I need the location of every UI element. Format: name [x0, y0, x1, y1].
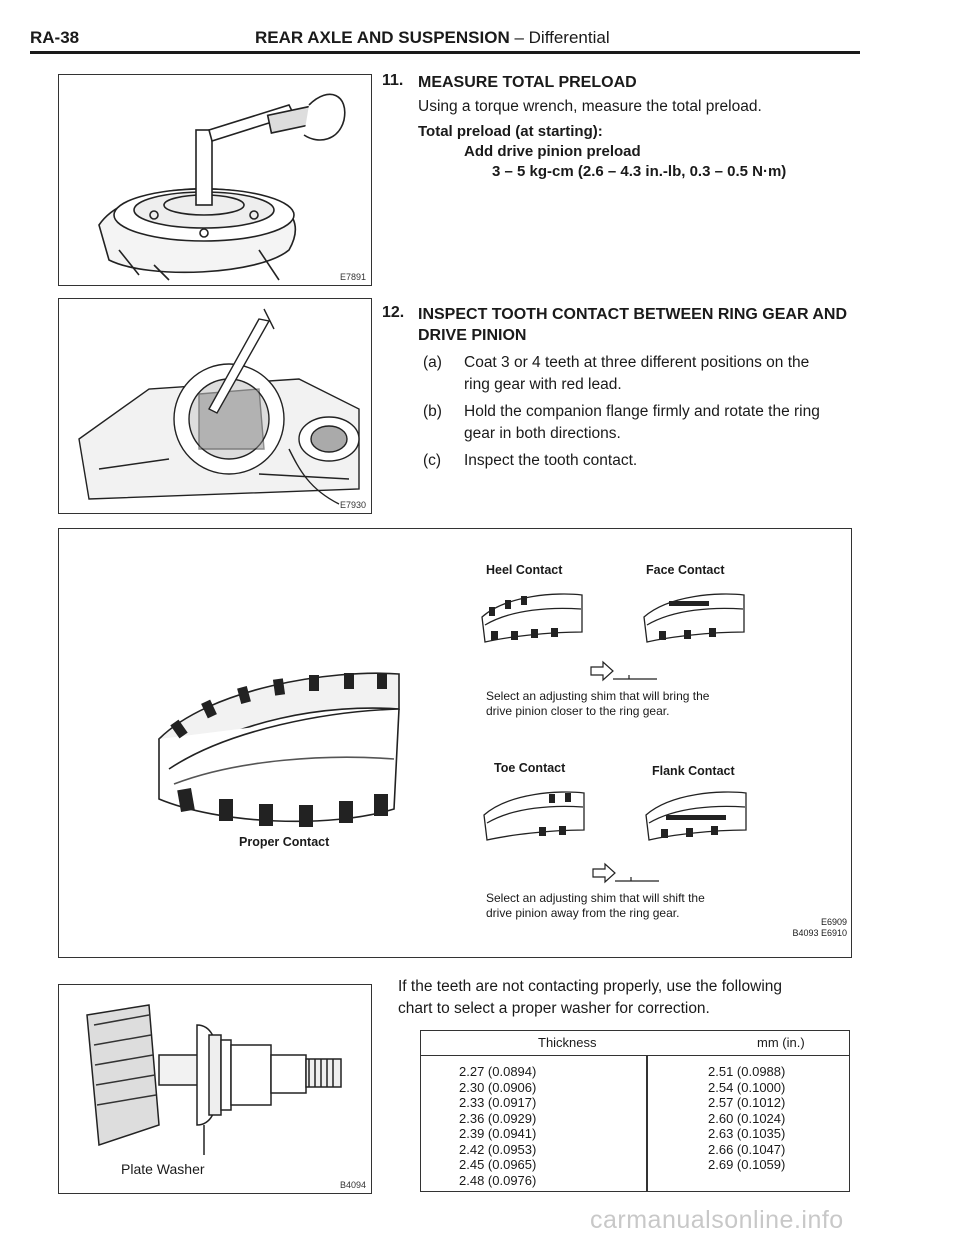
- table-cell: 2.51 (0.0988): [708, 1064, 786, 1079]
- step-number: 12.: [382, 304, 405, 321]
- toe-contact-label: Toe Contact: [494, 761, 566, 775]
- table-cell: 2.33 (0.0917): [459, 1095, 537, 1110]
- title-dash: –: [514, 28, 524, 47]
- table-cell: 2.48 (0.0976): [459, 1172, 537, 1188]
- torque-wrench-illustration: [59, 75, 371, 285]
- section-title: REAR AXLE AND SUSPENSION: [255, 28, 510, 47]
- caption-closer-line2: drive pinion closer to the ring gear.: [486, 704, 670, 718]
- plate-washer-figure: [58, 984, 372, 1194]
- figure-codes: [792, 917, 847, 939]
- plate-washer-label: Plate Washer: [121, 1161, 205, 1177]
- table-cell: 2.39 (0.0941): [459, 1126, 537, 1141]
- item-marker: (a): [423, 354, 442, 371]
- toe-contact-illustration: [479, 785, 589, 845]
- step-title-line2: DRIVE PINION: [418, 327, 527, 344]
- torque-wrench-figure: [58, 74, 372, 286]
- spec-line: Add drive pinion preload: [464, 143, 641, 160]
- drive-pinion-illustration: [59, 985, 371, 1193]
- table-unit: mm (in.): [757, 1035, 805, 1050]
- item-marker: (b): [423, 403, 442, 420]
- figure-code: E7891: [339, 272, 366, 282]
- table-cell: 2.66 (0.1047): [708, 1141, 786, 1157]
- figure-code: E6909: [820, 917, 847, 927]
- washer-intro-line2: chart to select a proper washer for correction.: [398, 1000, 710, 1017]
- item-text-line1: Hold the companion flange firmly and rotate the ring: [464, 403, 820, 420]
- table-cell: 2.30 (0.0906): [459, 1079, 537, 1095]
- figure-code: E7930: [339, 500, 366, 510]
- washer-intro-line1: If the teeth are not contacting properly, use the following: [398, 978, 783, 995]
- page-title: [255, 28, 610, 48]
- figure-code: B4093 E6910: [792, 928, 847, 938]
- item-text-line1: Coat 3 or 4 teeth at three different positions on the: [464, 354, 810, 371]
- ring-gear-illustration: [59, 299, 371, 513]
- table-column-header: Thickness: [538, 1035, 597, 1050]
- table-cell: 2.57 (0.1012): [708, 1095, 786, 1110]
- heel-contact-label: Heel Contact: [486, 563, 563, 577]
- item-text-line2: gear in both directions.: [464, 425, 621, 442]
- flank-contact-label: Flank Contact: [652, 764, 735, 778]
- item-text-line1: Inspect the tooth contact.: [464, 452, 638, 469]
- subsection-title: Differential: [528, 28, 610, 47]
- adjust-arrow-icon: [591, 861, 661, 885]
- caption-away-line1: Select an adjusting shim that will shift the: [486, 891, 705, 905]
- face-contact-illustration: [639, 587, 749, 647]
- table-left-column: [459, 1064, 536, 1188]
- proper-contact-illustration: [149, 649, 409, 839]
- table-cell: 2.54 (0.1000): [708, 1079, 786, 1095]
- tooth-contact-figure: [58, 528, 852, 958]
- table-cell: 2.63 (0.1035): [708, 1126, 786, 1141]
- table-cell: 2.36 (0.0929): [459, 1110, 537, 1126]
- heel-contact-illustration: [477, 587, 587, 647]
- table-divider: [646, 1056, 648, 1191]
- step-number: 11.: [382, 72, 404, 89]
- item-marker: (c): [423, 452, 442, 469]
- table-cell: 2.45 (0.0965): [459, 1157, 537, 1172]
- figure-code: B4094: [339, 1180, 366, 1190]
- washer-thickness-table: [420, 1030, 850, 1192]
- table-cell: 2.60 (0.1024): [708, 1110, 786, 1126]
- header-rule: [30, 51, 860, 54]
- step-text: Using a torque wrench, measure the total preload.: [418, 98, 762, 115]
- step-title: MEASURE TOTAL PRELOAD: [418, 74, 637, 91]
- item-text-line2: ring gear with red lead.: [464, 376, 622, 393]
- table-cell: 2.69 (0.1059): [708, 1157, 786, 1172]
- table-cell: 2.27 (0.0894): [459, 1064, 537, 1079]
- face-contact-label: Face Contact: [646, 563, 725, 577]
- caption-closer-line1: Select an adjusting shim that will bring the: [486, 689, 710, 703]
- spec-label: Total preload (at starting):: [418, 123, 603, 140]
- flank-contact-illustration: [641, 785, 751, 845]
- table-right-column: [708, 1064, 785, 1173]
- watermark: carmanualsonline.info: [590, 1206, 844, 1234]
- proper-contact-label: Proper Contact: [239, 835, 330, 849]
- step-title-line1: INSPECT TOOTH CONTACT BETWEEN RING GEAR AND: [418, 306, 848, 323]
- spec-value: 3 – 5 kg-cm (2.6 – 4.3 in.-lb, 0.3 – 0.5 N·m): [492, 163, 787, 180]
- ring-gear-figure: [58, 298, 372, 514]
- table-cell: 2.42 (0.0953): [459, 1141, 537, 1157]
- caption-away-line2: drive pinion away from the ring gear.: [486, 906, 680, 920]
- page-code: RA-38: [30, 28, 80, 47]
- adjust-arrow-icon: [589, 659, 659, 683]
